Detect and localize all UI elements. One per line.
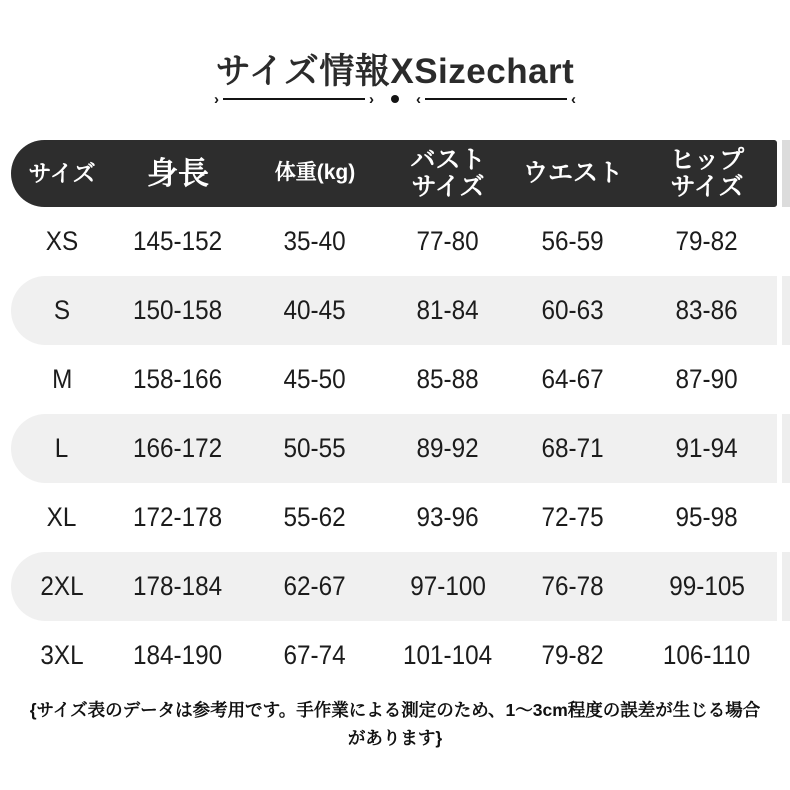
divider-right-line bbox=[425, 98, 567, 100]
column-header-weight: 体重(kg) bbox=[274, 161, 356, 185]
cell-waist: 79-82 bbox=[541, 640, 605, 670]
table-row-3xl bbox=[11, 621, 777, 690]
cell-bust: 97-100 bbox=[410, 571, 486, 601]
cell-waist: 72-75 bbox=[541, 502, 605, 532]
column-header-height: 身長 bbox=[147, 155, 209, 191]
cell-bust: 77-80 bbox=[416, 226, 480, 256]
cell-bust: 101-104 bbox=[403, 640, 493, 670]
divider-left-line bbox=[223, 98, 365, 100]
cell-size: M bbox=[51, 364, 73, 394]
cell-bust: 85-88 bbox=[416, 364, 480, 394]
cell-hip: 79-82 bbox=[675, 226, 739, 256]
cell-weight: 55-62 bbox=[283, 502, 347, 532]
cell-waist: 56-59 bbox=[541, 226, 605, 256]
size-table bbox=[11, 140, 777, 690]
table-row-xl bbox=[11, 483, 777, 552]
cell-height: 150-158 bbox=[133, 295, 223, 325]
cell-height: 158-166 bbox=[133, 364, 223, 394]
divider-left-tick: › bbox=[214, 90, 219, 108]
cell-hip: 83-86 bbox=[675, 295, 739, 325]
cell-height: 178-184 bbox=[133, 571, 223, 601]
cell-weight: 67-74 bbox=[283, 640, 347, 670]
cell-weight: 35-40 bbox=[283, 226, 347, 256]
cell-weight: 45-50 bbox=[283, 364, 347, 394]
cell-bust: 81-84 bbox=[416, 295, 480, 325]
cell-size: 2XL bbox=[40, 571, 84, 601]
page-title: サイズ情報XSizechart bbox=[215, 52, 575, 91]
divider-dot bbox=[391, 95, 399, 103]
right-edge-sliver-header bbox=[782, 140, 790, 207]
cell-waist: 68-71 bbox=[541, 433, 605, 463]
disclaimer-note: {サイズ表のデータは参考用です。手作業による測定のため、1～3cm程度の誤差が生じる場合があります} bbox=[29, 700, 761, 748]
divider-right-inner-tick: ‹ bbox=[416, 90, 421, 108]
right-edge-sliver-row-s bbox=[782, 276, 790, 345]
cell-weight: 40-45 bbox=[283, 295, 347, 325]
cell-weight: 62-67 bbox=[283, 571, 347, 601]
cell-waist: 64-67 bbox=[541, 364, 605, 394]
cell-size: 3XL bbox=[40, 640, 84, 670]
column-header-bust: バスト サイズ bbox=[410, 145, 486, 201]
cell-height: 172-178 bbox=[133, 502, 223, 532]
cell-size: L bbox=[55, 433, 69, 463]
cell-weight: 50-55 bbox=[283, 433, 347, 463]
table-row-2xl bbox=[11, 552, 777, 621]
cell-size: S bbox=[53, 295, 71, 325]
cell-bust: 93-96 bbox=[416, 502, 480, 532]
cell-hip: 95-98 bbox=[675, 502, 739, 532]
table-row-xs bbox=[11, 207, 777, 276]
cell-hip: 91-94 bbox=[675, 433, 739, 463]
cell-size: XL bbox=[47, 502, 77, 532]
column-header-hip: ヒップ サイズ bbox=[669, 145, 745, 201]
table-row-s bbox=[11, 276, 777, 345]
right-edge-sliver-row-2xl bbox=[782, 552, 790, 621]
cell-height: 145-152 bbox=[133, 226, 223, 256]
column-header-waist: ウエスト bbox=[522, 159, 623, 187]
table-row-l bbox=[11, 414, 777, 483]
cell-hip: 106-110 bbox=[663, 640, 751, 670]
cell-waist: 76-78 bbox=[541, 571, 605, 601]
cell-hip: 87-90 bbox=[675, 364, 739, 394]
cell-bust: 89-92 bbox=[416, 433, 480, 463]
table-row-m bbox=[11, 345, 777, 414]
title-divider bbox=[0, 90, 790, 108]
cell-size: XS bbox=[45, 226, 79, 256]
divider-right-tick: ‹ bbox=[571, 90, 576, 108]
cell-height: 184-190 bbox=[133, 640, 223, 670]
cell-height: 166-172 bbox=[133, 433, 223, 463]
cell-hip: 99-105 bbox=[669, 571, 745, 601]
right-edge-sliver-row-l bbox=[782, 414, 790, 483]
table-header-row bbox=[11, 140, 777, 207]
divider-left-inner-tick: › bbox=[369, 90, 374, 108]
column-header-size: サイズ bbox=[28, 160, 96, 187]
cell-waist: 60-63 bbox=[541, 295, 605, 325]
